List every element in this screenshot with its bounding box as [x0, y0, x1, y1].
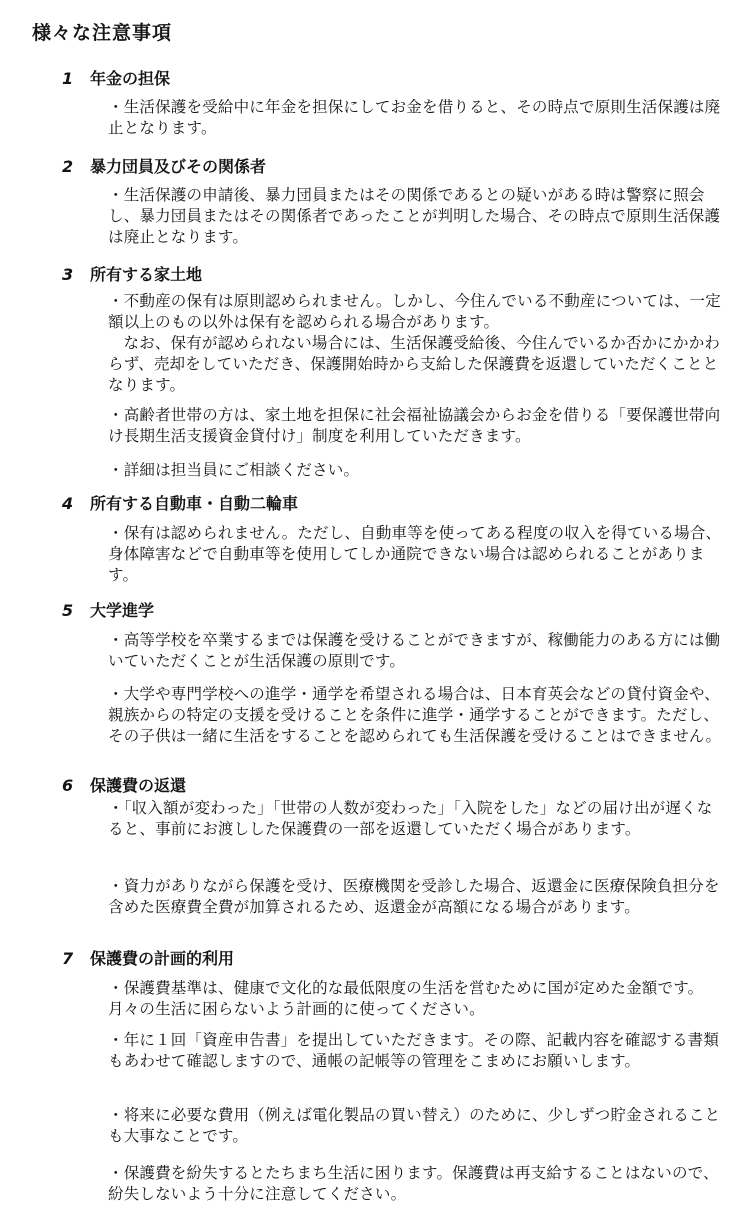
section-number: 1 [62, 69, 74, 88]
section-3-paragraph-4: ・詳細は担当員にご相談ください。 [108, 461, 360, 479]
section-7-paragraph-4: ・保護費を紛失するとたちまち生活に困ります。保護費は再支給することはないので、紛失しないよう十分に注意してください。 [108, 1164, 719, 1203]
section-2-paragraph-1: ・生活保護の申請後、暴力団員またはその関係であるとの疑いがある時は警察に照会し、暴力団員またはその関係者であったことが判明した場合、その時点で原則生活保護は廃止となります。 [108, 186, 721, 246]
section-title: 保護費の計画的利用 [90, 949, 235, 968]
section-4-paragraph-1: ・保有は認められません。ただし、自動車等を使ってある程度の収入を得ている場合、身体障害などで自動車等を使用してしか通院できない場合は認められることがあります。 [108, 524, 722, 584]
section-5-paragraph-1: ・高等学校を卒業するまでは保護を受けることができますが、稼働能力のある方には働いていただくことが生活保護の原則です。 [108, 631, 721, 670]
section-5-paragraph-2: ・大学や専門学校への進学・通学を希望される場合は、日本育英会などの貸付資金や、親族からの特定の支援を受けることを条件に進学・通学することができます。ただし、その子供は一緒に生活をすることを認められても生活保護を受けることはできません。 [108, 685, 722, 745]
section-number: 7 [62, 949, 74, 968]
page-title: 様々な注意事項 [32, 22, 173, 44]
section-7-paragraph-2: ・年に１回「資産申告書」を提出していただきます。その際、記載内容を確認する書類もあわせて確認しますので、通帳の記帳等の管理をこまめにお願いします。 [108, 1031, 720, 1070]
section-number: 4 [62, 494, 74, 513]
section-title: 保護費の返還 [90, 776, 187, 795]
section-3-paragraph-1: ・不動産の保有は原則認められません。しかし、今住んでいる不動産については、一定額以上のもの以外は保有を認められる場合があります。 [108, 292, 721, 331]
section-1-paragraph-1: ・生活保護を受給中に年金を担保にしてお金を借りると、その時点で原則生活保護は廃止となります。 [108, 98, 721, 137]
section-number: 5 [62, 601, 74, 620]
section-3-paragraph-3: ・高齢者世帯の方は、家土地を担保に社会福祉協議会からお金を借りる「要保護世帯向け長期生活支援資金貸付け」制度を利用していただきます。 [108, 406, 721, 445]
section-6-paragraph-1: ・「収入額が変わった」「世帯の人数が変わった」「入院をした」などの届け出が遅くなると、事前にお渡しした保護費の一部を返還していただく場合があります。 [108, 799, 713, 838]
section-3-paragraph-2: なお、保有が認められない場合には、生活保護受給後、今住んでいるか否かにかかわらず、売却をしていただき、保護開始時から支給した保護費を返還していただくこととなります。 [108, 334, 721, 394]
section-number: 2 [62, 157, 74, 176]
section-title: 大学進学 [90, 601, 155, 620]
section-7-paragraph-3: ・将来に必要な費用（例えば電化製品の買い替え）のために、少しずつ貯金されることも大事なことです。 [108, 1106, 721, 1145]
section-3-heading [62, 262, 202, 285]
section-6-paragraph-2: ・資力がありながら保護を受け、医療機関を受診した場合、返還金に医療保険負担分を含めた医療費全費が加算されるため、返還金が高額になる場合があります。 [108, 877, 720, 916]
section-number: 6 [62, 776, 74, 795]
section-6-heading [62, 773, 186, 796]
section-title: 所有する自動車・自動二輪車 [90, 494, 299, 513]
section-title: 暴力団員及びその関係者 [90, 157, 267, 176]
section-title: 所有する家土地 [90, 265, 203, 284]
section-7-heading [62, 946, 234, 969]
section-2-heading [62, 154, 266, 177]
section-title: 年金の担保 [90, 69, 171, 88]
section-5-heading [62, 598, 154, 621]
section-number: 3 [62, 265, 74, 284]
section-1-heading [62, 66, 170, 89]
section-7-paragraph-1: ・保護費基準は、健康で文化的な最低限度の生活を営むために国が定めた金額です。月々の生活に困らないよう計画的に使ってください。 [108, 979, 704, 1018]
section-4-heading [62, 491, 298, 514]
